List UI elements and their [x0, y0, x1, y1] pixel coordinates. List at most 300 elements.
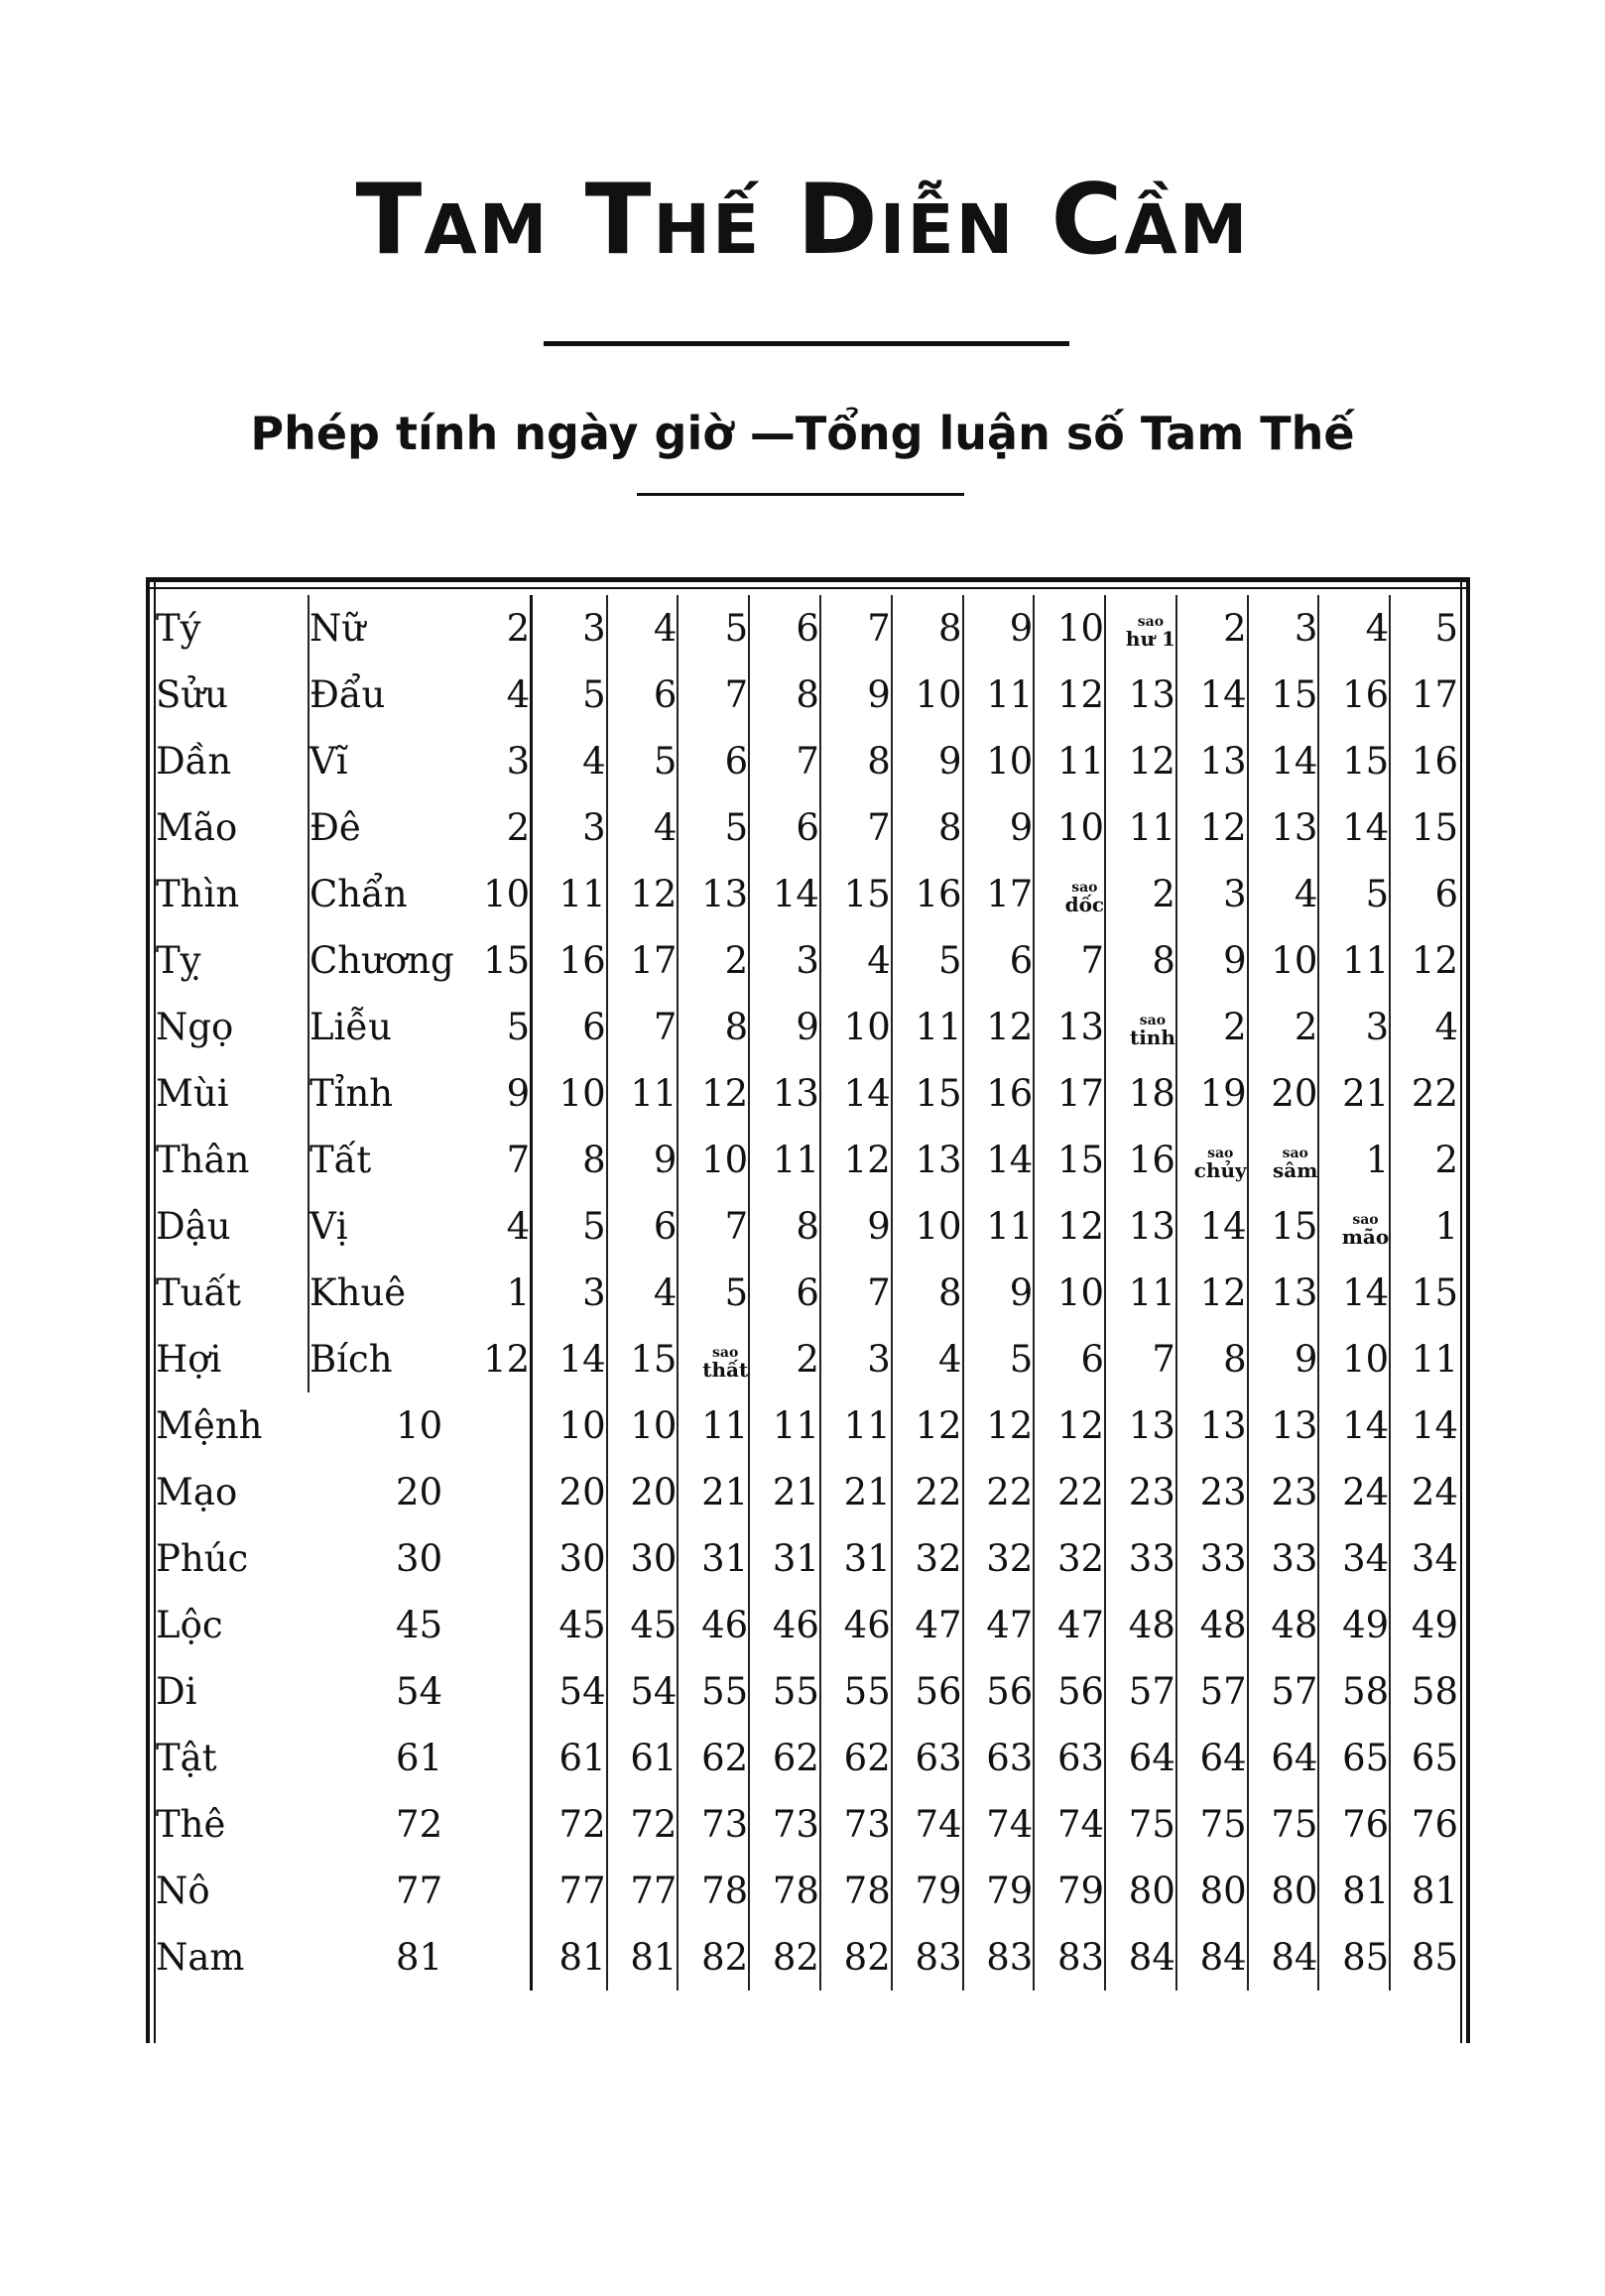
- house-label: Lộc: [156, 1604, 223, 1646]
- value-cell: 14: [749, 861, 820, 927]
- value-cell: 7: [1034, 927, 1105, 994]
- branch-label: Ngọ: [156, 1006, 234, 1048]
- value-cell: 81: [532, 1924, 607, 1991]
- value-cell: 12: [1176, 794, 1248, 861]
- sao-label: [1273, 1147, 1317, 1180]
- value-cell: 3: [532, 1260, 607, 1326]
- star-label: Vĩ: [309, 728, 432, 794]
- value-cell: 22: [1034, 1459, 1105, 1525]
- base-value: 15: [483, 939, 531, 982]
- value-cell: 4: [1248, 861, 1319, 927]
- sao-label: [1126, 615, 1175, 649]
- value-cell: 57: [1248, 1658, 1319, 1725]
- branch-label: Thân: [156, 1139, 250, 1181]
- value-cell: 12: [892, 1392, 963, 1459]
- table-row: [156, 994, 1458, 1060]
- house-base-value: 10: [396, 1404, 443, 1447]
- value-cell: 2: [1105, 861, 1176, 927]
- value-cell: 6: [749, 595, 820, 662]
- value-cell: 72: [532, 1791, 607, 1858]
- value-cell: 13: [678, 861, 749, 927]
- value-cell: 12: [963, 994, 1035, 1060]
- value-cell: 11: [820, 1392, 892, 1459]
- branch-label: Dần: [156, 740, 232, 783]
- value-cell: 16: [1390, 728, 1458, 794]
- value-cell: 21: [749, 1459, 820, 1525]
- value-cell: 31: [749, 1525, 820, 1592]
- value-cell: 16: [963, 1060, 1035, 1127]
- value-cell: 7: [820, 1260, 892, 1326]
- value-cell: 12: [607, 861, 679, 927]
- value-cell: 3: [1176, 861, 1248, 927]
- value-cell: 55: [678, 1658, 749, 1725]
- value-cell: 11: [607, 1060, 679, 1127]
- value-cell: 6: [1390, 861, 1458, 927]
- house-base-value: 61: [396, 1737, 443, 1779]
- table-border-top-inner: [146, 587, 1470, 589]
- value-cell: 21: [1318, 1060, 1390, 1127]
- value-cell: 5: [532, 662, 607, 728]
- value-cell: 11: [532, 861, 607, 927]
- sao-name: dốc: [1064, 892, 1105, 916]
- value-cell: 3: [749, 927, 820, 994]
- value-cell: 16: [892, 861, 963, 927]
- value-cell: 16: [532, 927, 607, 994]
- value-cell: 83: [1034, 1924, 1105, 1991]
- sao-label: [1065, 881, 1105, 914]
- value-cell: 62: [820, 1725, 892, 1791]
- value-cell: 62: [749, 1725, 820, 1791]
- sao-cell: [1105, 595, 1176, 662]
- value-cell: 80: [1248, 1858, 1319, 1924]
- value-cell: 47: [892, 1592, 963, 1658]
- value-cell: 4: [892, 1326, 963, 1392]
- house-label: Thê: [156, 1803, 226, 1846]
- value-cell: 75: [1248, 1791, 1319, 1858]
- value-cell: 49: [1318, 1592, 1390, 1658]
- table-row: [156, 1127, 1458, 1193]
- value-cell: 74: [1034, 1791, 1105, 1858]
- house-base-value: 30: [396, 1537, 443, 1580]
- value-cell: 14: [820, 1060, 892, 1127]
- value-cell: 11: [1034, 728, 1105, 794]
- value-cell: 63: [892, 1725, 963, 1791]
- table-row: [156, 1725, 1458, 1791]
- value-cell: 64: [1176, 1725, 1248, 1791]
- value-cell: 10: [1318, 1326, 1390, 1392]
- value-cell: 13: [892, 1127, 963, 1193]
- house-label: Phúc: [156, 1537, 249, 1580]
- value-cell: 31: [820, 1525, 892, 1592]
- sao-word: sao: [712, 1344, 739, 1361]
- sao-word: sao: [1137, 613, 1165, 630]
- value-cell: 14: [1390, 1392, 1458, 1459]
- value-cell: 2: [1176, 595, 1248, 662]
- table-grid: [156, 595, 1458, 1991]
- value-cell: 10: [892, 662, 963, 728]
- value-cell: 61: [532, 1725, 607, 1791]
- star-label: Khuê: [309, 1260, 432, 1326]
- base-value: 2: [506, 806, 531, 849]
- value-cell: 84: [1176, 1924, 1248, 1991]
- value-cell: 33: [1248, 1525, 1319, 1592]
- star-label: Chương: [309, 927, 432, 994]
- value-cell: 77: [532, 1858, 607, 1924]
- value-cell: 13: [749, 1060, 820, 1127]
- value-cell: 78: [820, 1858, 892, 1924]
- branch-label: Tý: [156, 607, 201, 650]
- value-cell: 20: [532, 1459, 607, 1525]
- value-cell: 73: [678, 1791, 749, 1858]
- star-label: Đê: [309, 794, 432, 861]
- star-label: Tất: [309, 1127, 432, 1193]
- value-cell: 14: [1318, 1260, 1390, 1326]
- sao-name: thất: [702, 1357, 749, 1382]
- value-cell: 12: [1390, 927, 1458, 994]
- value-cell: 17: [1034, 1060, 1105, 1127]
- page-subtitle: Phép tính ngày giờ —Tổng luận số Tam Thế: [250, 407, 1355, 460]
- value-cell: 6: [532, 994, 607, 1060]
- value-cell: 17: [963, 861, 1035, 927]
- sao-cell: [1105, 994, 1176, 1060]
- table-row: [156, 1592, 1458, 1658]
- value-cell: 11: [1105, 1260, 1176, 1326]
- star-label: Đẩu: [309, 662, 432, 728]
- value-cell: 78: [749, 1858, 820, 1924]
- table-row: [156, 728, 1458, 794]
- sao-word: sao: [1352, 1211, 1379, 1228]
- table-row: [156, 1260, 1458, 1326]
- sao-cell: [1248, 1127, 1319, 1193]
- value-cell: 56: [1034, 1658, 1105, 1725]
- value-cell: 79: [963, 1858, 1035, 1924]
- value-cell: 81: [1390, 1858, 1458, 1924]
- star-label: Nữ: [309, 595, 432, 662]
- value-cell: 33: [1105, 1525, 1176, 1592]
- value-cell: 9: [892, 728, 963, 794]
- value-cell: 15: [1034, 1127, 1105, 1193]
- value-cell: 79: [892, 1858, 963, 1924]
- sao-word: sao: [1071, 879, 1098, 896]
- base-value: 9: [506, 1072, 531, 1115]
- value-cell: 13: [1176, 728, 1248, 794]
- value-cell: 75: [1176, 1791, 1248, 1858]
- value-cell: 48: [1248, 1592, 1319, 1658]
- sao-name: tinh: [1129, 1025, 1175, 1049]
- table-row: [156, 1525, 1458, 1592]
- value-cell: 13: [1105, 1193, 1176, 1260]
- value-cell: 47: [963, 1592, 1035, 1658]
- value-cell: 2: [1248, 994, 1319, 1060]
- sao-name: sâm: [1273, 1157, 1318, 1182]
- value-cell: 8: [678, 994, 749, 1060]
- table-row: [156, 927, 1458, 994]
- value-cell: 65: [1318, 1725, 1390, 1791]
- value-cell: 7: [820, 794, 892, 861]
- value-cell: 81: [607, 1924, 679, 1991]
- sao-name: chủy: [1193, 1157, 1247, 1182]
- value-cell: 23: [1248, 1459, 1319, 1525]
- value-cell: 8: [749, 662, 820, 728]
- value-cell: 83: [892, 1924, 963, 1991]
- value-cell: 11: [963, 662, 1035, 728]
- house-base-value: 54: [396, 1670, 443, 1713]
- value-cell: 9: [963, 794, 1035, 861]
- house-base-value: 72: [396, 1803, 443, 1846]
- house-base-value: 20: [396, 1471, 443, 1513]
- sao-label: [1342, 1213, 1389, 1247]
- value-cell: 32: [1034, 1525, 1105, 1592]
- value-cell: 13: [1248, 1392, 1319, 1459]
- value-cell: 15: [1248, 662, 1319, 728]
- value-cell: 47: [1034, 1592, 1105, 1658]
- table-border-right-inner: [1460, 577, 1462, 2043]
- value-cell: 11: [749, 1392, 820, 1459]
- value-cell: 10: [1034, 794, 1105, 861]
- value-cell: 76: [1318, 1791, 1390, 1858]
- value-cell: 13: [1176, 1392, 1248, 1459]
- value-cell: 13: [1105, 1392, 1176, 1459]
- table-row: [156, 662, 1458, 728]
- page-title: Tam Thế Diễn Cầm: [355, 164, 1250, 277]
- value-cell: 78: [678, 1858, 749, 1924]
- base-value: 4: [506, 673, 531, 716]
- value-cell: 4: [532, 728, 607, 794]
- star-label: Vị: [309, 1193, 432, 1260]
- sao-word: sao: [1139, 1012, 1167, 1028]
- value-cell: 81: [1318, 1858, 1390, 1924]
- base-value: 7: [506, 1139, 531, 1181]
- value-cell: 57: [1176, 1658, 1248, 1725]
- value-cell: 11: [1105, 794, 1176, 861]
- sao-word: sao: [1207, 1145, 1234, 1161]
- value-cell: 3: [532, 794, 607, 861]
- value-cell: 16: [1318, 662, 1390, 728]
- value-cell: 72: [607, 1791, 679, 1858]
- value-cell: 11: [678, 1392, 749, 1459]
- value-cell: 11: [1318, 927, 1390, 994]
- table-row: [156, 1658, 1458, 1725]
- value-cell: 32: [892, 1525, 963, 1592]
- value-cell: 9: [1176, 927, 1248, 994]
- table-row: [156, 1459, 1458, 1525]
- value-cell: 57: [1105, 1658, 1176, 1725]
- value-cell: 4: [607, 595, 679, 662]
- value-cell: 45: [607, 1592, 679, 1658]
- house-label: Tật: [156, 1737, 217, 1779]
- value-cell: 5: [1318, 861, 1390, 927]
- table-row: [156, 1392, 1458, 1459]
- value-cell: 85: [1390, 1924, 1458, 1991]
- value-cell: 13: [1034, 994, 1105, 1060]
- value-cell: 11: [749, 1127, 820, 1193]
- value-cell: 11: [1390, 1326, 1458, 1392]
- table-border-left: [146, 577, 150, 2043]
- value-cell: 10: [820, 994, 892, 1060]
- value-cell: 20: [1248, 1060, 1319, 1127]
- value-cell: 9: [820, 1193, 892, 1260]
- sao-name: mão: [1341, 1224, 1390, 1249]
- value-cell: 5: [678, 595, 749, 662]
- value-cell: 48: [1105, 1592, 1176, 1658]
- sao-label: [1130, 1014, 1175, 1047]
- value-cell: 3: [1248, 595, 1319, 662]
- value-cell: 15: [892, 1060, 963, 1127]
- value-cell: 6: [1034, 1326, 1105, 1392]
- value-cell: 6: [678, 728, 749, 794]
- value-cell: 22: [1390, 1060, 1458, 1127]
- value-cell: 14: [532, 1326, 607, 1392]
- value-cell: 4: [607, 794, 679, 861]
- value-cell: 54: [607, 1658, 679, 1725]
- calculation-table: [146, 577, 1470, 2043]
- value-cell: 4: [820, 927, 892, 994]
- value-cell: 34: [1390, 1525, 1458, 1592]
- value-cell: 48: [1176, 1592, 1248, 1658]
- value-cell: 62: [678, 1725, 749, 1791]
- value-cell: 10: [963, 728, 1035, 794]
- branch-label: Dậu: [156, 1205, 231, 1248]
- value-cell: 10: [1248, 927, 1319, 994]
- value-cell: 7: [820, 595, 892, 662]
- value-cell: 10: [1034, 595, 1105, 662]
- value-cell: 83: [963, 1924, 1035, 1991]
- value-cell: 16: [1105, 1127, 1176, 1193]
- base-value: 5: [506, 1006, 531, 1048]
- value-cell: 7: [607, 994, 679, 1060]
- table-row: [156, 1060, 1458, 1127]
- house-label: Nam: [156, 1936, 245, 1979]
- value-cell: 45: [532, 1592, 607, 1658]
- sao-name: hư 1: [1125, 626, 1175, 651]
- table-row: [156, 794, 1458, 861]
- value-cell: 74: [963, 1791, 1035, 1858]
- base-value: 10: [483, 873, 531, 915]
- value-cell: 31: [678, 1525, 749, 1592]
- value-cell: 8: [749, 1193, 820, 1260]
- value-cell: 5: [1390, 595, 1458, 662]
- value-cell: 15: [1390, 794, 1458, 861]
- value-cell: 15: [607, 1326, 679, 1392]
- value-cell: 18: [1105, 1060, 1176, 1127]
- table-row: [156, 595, 1458, 662]
- value-cell: 2: [1176, 994, 1248, 1060]
- value-cell: 6: [749, 1260, 820, 1326]
- subtitle-rule: [637, 493, 964, 496]
- star-label: Tỉnh: [309, 1060, 432, 1127]
- value-cell: 23: [1105, 1459, 1176, 1525]
- base-value: 4: [506, 1205, 531, 1248]
- table-border-top: [146, 577, 1470, 582]
- value-cell: 14: [1318, 1392, 1390, 1459]
- value-cell: 21: [820, 1459, 892, 1525]
- value-cell: 14: [1248, 728, 1319, 794]
- value-cell: 22: [963, 1459, 1035, 1525]
- value-cell: 14: [1318, 794, 1390, 861]
- sao-word: sao: [1282, 1145, 1308, 1161]
- value-cell: 13: [1248, 794, 1319, 861]
- table-body: [156, 595, 1458, 1991]
- value-cell: 63: [1034, 1725, 1105, 1791]
- value-cell: 46: [678, 1592, 749, 1658]
- value-cell: 8: [892, 794, 963, 861]
- table-row: [156, 1924, 1458, 1991]
- value-cell: 15: [1248, 1193, 1319, 1260]
- value-cell: 8: [532, 1127, 607, 1193]
- value-cell: 4: [607, 1260, 679, 1326]
- value-cell: 84: [1248, 1924, 1319, 1991]
- branch-label: Tuất: [156, 1271, 242, 1314]
- value-cell: 46: [749, 1592, 820, 1658]
- value-cell: 5: [607, 728, 679, 794]
- house-base-value: 81: [396, 1936, 443, 1979]
- star-label: Liễu: [309, 994, 432, 1060]
- value-cell: 55: [749, 1658, 820, 1725]
- value-cell: 30: [532, 1525, 607, 1592]
- value-cell: 10: [532, 1060, 607, 1127]
- value-cell: 3: [820, 1326, 892, 1392]
- value-cell: 3: [532, 595, 607, 662]
- value-cell: 77: [607, 1858, 679, 1924]
- value-cell: 10: [607, 1392, 679, 1459]
- title-rule: [544, 341, 1069, 346]
- value-cell: 8: [1176, 1326, 1248, 1392]
- value-cell: 4: [1390, 994, 1458, 1060]
- value-cell: 82: [678, 1924, 749, 1991]
- value-cell: 24: [1390, 1459, 1458, 1525]
- value-cell: 9: [963, 1260, 1035, 1326]
- value-cell: 17: [607, 927, 679, 994]
- value-cell: 73: [749, 1791, 820, 1858]
- value-cell: 9: [607, 1127, 679, 1193]
- table-row: [156, 1791, 1458, 1858]
- value-cell: 56: [963, 1658, 1035, 1725]
- value-cell: 55: [820, 1658, 892, 1725]
- house-label: Mệnh: [156, 1404, 263, 1447]
- value-cell: 1: [1318, 1127, 1390, 1193]
- value-cell: 5: [678, 1260, 749, 1326]
- value-cell: 7: [1105, 1326, 1176, 1392]
- value-cell: 5: [678, 794, 749, 861]
- value-cell: 14: [963, 1127, 1035, 1193]
- value-cell: 11: [963, 1193, 1035, 1260]
- value-cell: 9: [820, 662, 892, 728]
- sao-cell: [1176, 1127, 1248, 1193]
- table-row: [156, 1326, 1458, 1392]
- value-cell: 12: [1034, 1193, 1105, 1260]
- value-cell: 5: [892, 927, 963, 994]
- value-cell: 5: [532, 1193, 607, 1260]
- star-label: Chẩn: [309, 861, 432, 927]
- table-border-right: [1466, 577, 1470, 2043]
- base-value: 12: [483, 1338, 531, 1381]
- value-cell: 64: [1105, 1725, 1176, 1791]
- value-cell: 75: [1105, 1791, 1176, 1858]
- value-cell: 34: [1318, 1525, 1390, 1592]
- branch-label: Tỵ: [156, 939, 201, 982]
- sao-cell: [1318, 1193, 1390, 1260]
- branch-label: Thìn: [156, 873, 240, 915]
- table-row: [156, 861, 1458, 927]
- value-cell: 4: [1318, 595, 1390, 662]
- value-cell: 85: [1318, 1924, 1390, 1991]
- branch-label: Mùi: [156, 1072, 229, 1115]
- value-cell: 33: [1176, 1525, 1248, 1592]
- value-cell: 82: [820, 1924, 892, 1991]
- value-cell: 63: [963, 1725, 1035, 1791]
- value-cell: 80: [1176, 1858, 1248, 1924]
- value-cell: 8: [820, 728, 892, 794]
